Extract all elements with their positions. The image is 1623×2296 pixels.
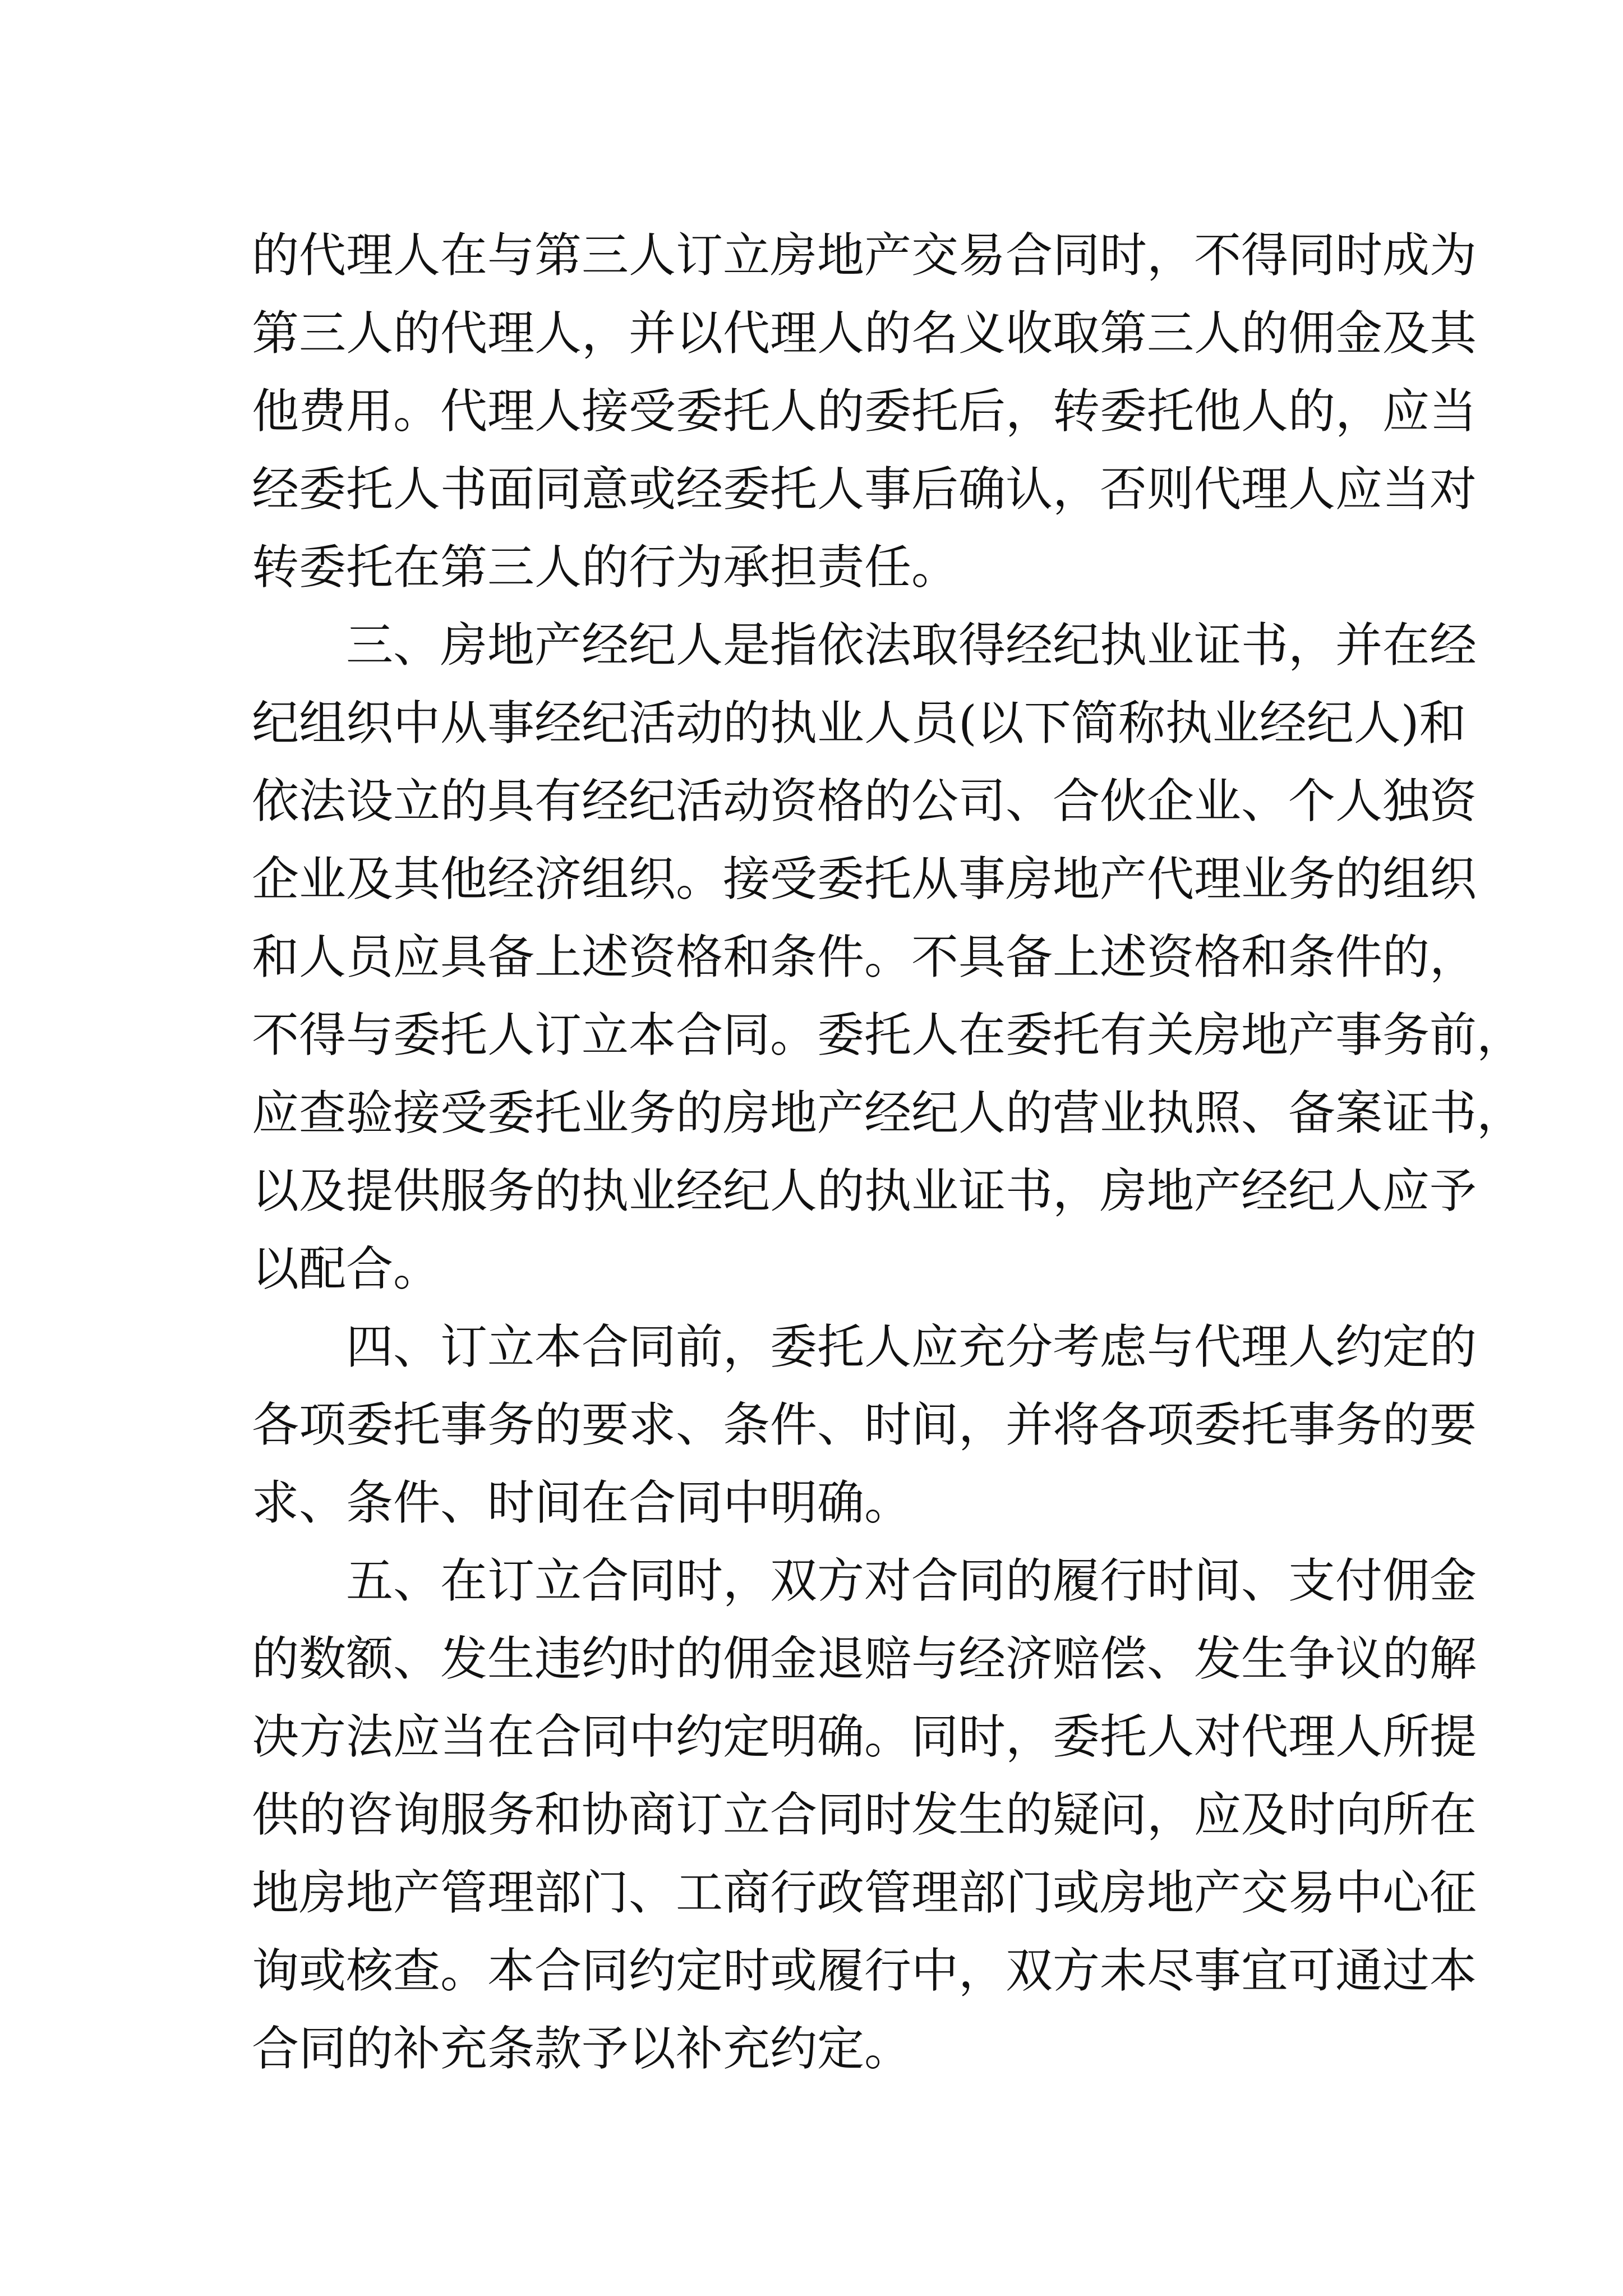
document-body — [252, 217, 1524, 2088]
text-line: 应查验接受委托业务的房地产经纪人的营业执照、备案证书， — [252, 1085, 1524, 1140]
text-line: 转委托在第三人的行为承担责任。 — [252, 540, 959, 595]
text-line: 四、订立本合同前，委托人应充分考虑与代理人约定的 — [346, 1319, 1477, 1374]
text-line: 询或核查。本合同约定时或履行中，双方未尽事宜可通过本 — [252, 1943, 1477, 1998]
paragraph-continued — [252, 217, 1477, 606]
text-line: 第三人的代理人，并以代理人的名义收取第三人的佣金及其 — [252, 306, 1477, 361]
text-line: 各项委托事务的要求、条件、时间，并将各项委托事务的要 — [252, 1397, 1477, 1452]
text-line: 五、在订立合同时，双方对合同的履行时间、支付佣金 — [346, 1553, 1477, 1608]
text-line: 他费用。代理人接受委托人的委托后，转委托他人的，应当 — [252, 384, 1477, 439]
text-line: 地房地产管理部门、工商行政管理部门或房地产交易中心征 — [252, 1865, 1477, 1920]
text-line: 纪组织中从事经纪活动的执业人员(以下简称执业经纪人)和 — [252, 696, 1467, 751]
text-line: 三、房地产经纪人是指依法取得经纪执业证书，并在经 — [346, 618, 1477, 673]
text-line: 依法设立的具有经纪活动资格的公司、合伙企业、个人独资 — [252, 774, 1477, 829]
text-line: 求、条件、时间在合同中明确。 — [252, 1475, 912, 1530]
text-line: 以及提供服务的执业经纪人的执业证书，房地产经纪人应予 — [252, 1163, 1477, 1218]
text-line: 的数额、发生违约时的佣金退赔与经济赔偿、发生争议的解 — [252, 1631, 1477, 1686]
text-line: 合同的补充条款予以补充约定。 — [252, 2021, 912, 2076]
text-line: 和人员应具备上述资格和条件。不具备上述资格和条件的， — [252, 930, 1477, 984]
paragraph-5 — [252, 1542, 1477, 2088]
text-line: 决方法应当在合同中约定明确。同时，委托人对代理人所提 — [252, 1709, 1477, 1764]
paragraph-3 — [252, 606, 1524, 1308]
text-line: 企业及其他经济组织。接受委托从事房地产代理业务的组织 — [252, 852, 1477, 907]
text-line: 经委托人书面同意或经委托人事后确认，否则代理人应当对 — [252, 462, 1477, 517]
text-line: 供的咨询服务和协商订立合同时发生的疑问，应及时向所在 — [252, 1787, 1477, 1842]
text-line: 以配合。 — [252, 1241, 441, 1296]
text-line: 的代理人在与第三人订立房地产交易合同时，不得同时成为 — [252, 228, 1477, 283]
text-line: 不得与委托人订立本合同。委托人在委托有关房地产事务前， — [252, 1007, 1524, 1062]
paragraph-4 — [252, 1308, 1477, 1542]
